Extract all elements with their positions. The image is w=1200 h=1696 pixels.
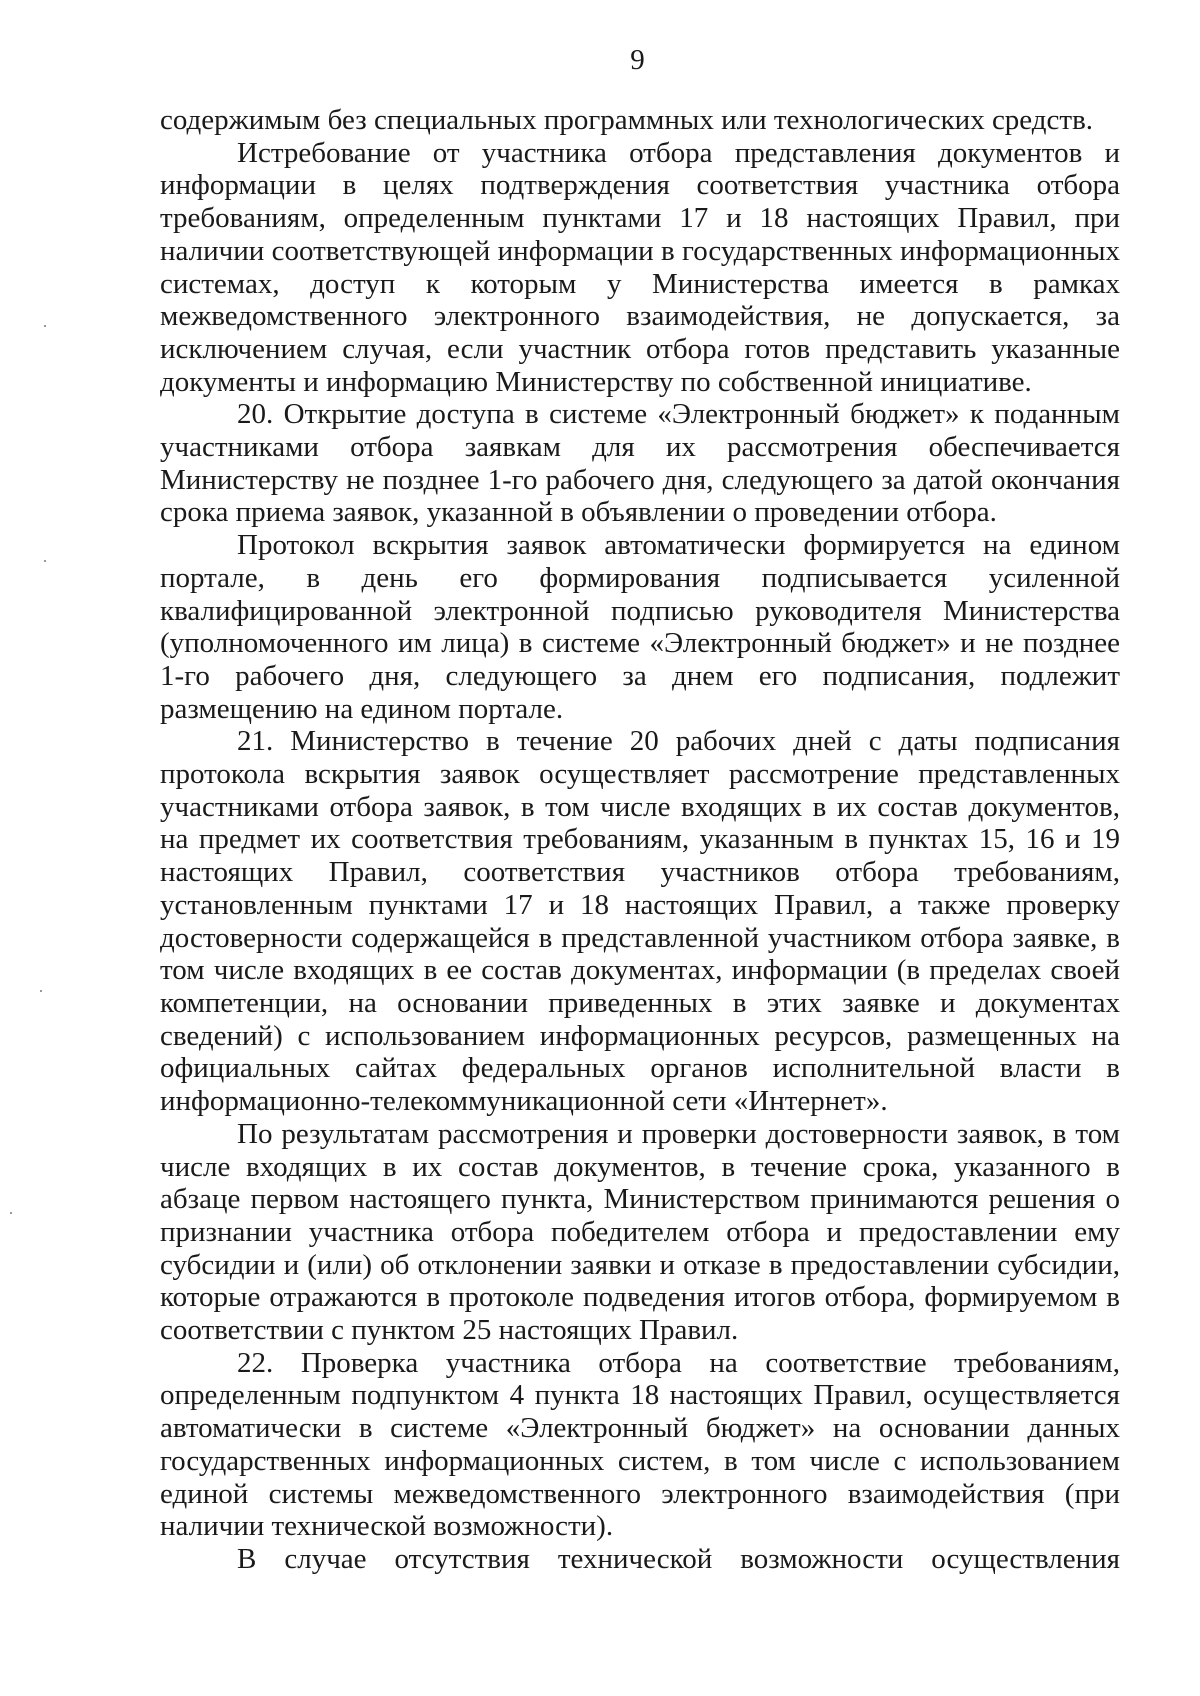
document-body: [160, 104, 1120, 1576]
scan-speck: [10, 1212, 12, 1214]
page-number: 9: [630, 44, 645, 76]
paragraph-opening-protocol: Протокол вскрытия заявок автоматически формируется на едином портале, в день его формирования подписывается усиленной квалифицированной электронной подписью руководителя Министерства (уполномоченного им лица) в системе «Электронный бюджет» и не позднее 1-го рабочего дня, следующего за днем его подписания, подлежит размещению на едином портале.: [160, 529, 1120, 725]
paragraph-continues-next-page: В случае отсутствия технической возможности осуществления: [237, 1542, 1120, 1575]
scan-speck: [44, 325, 46, 327]
paragraph-continuation: содержимым без специальных программных или технологических средств.: [160, 104, 1094, 136]
paragraph-item-22: 22. Проверка участника отбора на соответствие требованиям, определенным подпунктом 4 пункта 18 настоящих Правил, осуществляется автоматически в системе «Электронный бюджет» на основании данных государственных информационных систем, в том числе с использованием единой системы межведомственного электронного взаимодействия (при наличии технической возможности).: [160, 1346, 1120, 1543]
paragraph-review-results: По результатам рассмотрения и проверки достоверности заявок, в том числе входящих в их состав документов, в течение срока, указанного в абзаце первом настоящего пункта, Министерством принимаются решения о признании участника отбора победителем отбора и предоставлении ему субсидии и (или) об отклонении заявки и отказе в предоставлении субсидии, которые отражаются в протоколе подведения итогов отбора, формируемом в соответствии с пунктом 25 настоящих Правил.: [160, 1117, 1120, 1347]
paragraph-item-21: 21. Министерство в течение 20 рабочих дней с даты подписания протокола вскрытия заявок осуществляет рассмотрение представленных участниками отбора заявок, в том числе входящих в их состав документов, на предмет их соответствия требованиям, указанным в пунктах 15, 16 и 19 настоящих Правил, соответствия участников отбора требованиям, установленным пунктами 17 и 18 настоящих Правил, а также проверку достоверности содержащейся в представленной участником отбора заявке, в том числе входящих в ее состав документах, информации (в пределах своей компетенции, на основании приведенных в этих заявке и документах сведений) с использованием информационных ресурсов, размещенных на официальных сайтах федеральных органов исполнительной власти в информационно-телекоммуникационной сети «Интернет».: [160, 725, 1120, 1118]
scan-speck: [44, 560, 46, 562]
scan-speck: [40, 990, 42, 992]
paragraph-requesting-documents: Истребование от участника отбора представления документов и информации в целях подтверждения соответствия участника отбора требованиям, определенным пунктами 17 и 18 настоящих Правил, при наличии соответствующей информации в государственных информационных системах, доступ к которым у Министерства имеется в рамках межведомственного электронного взаимодействия, не допускается, за исключением случая, если участник отбора готов представить указанные документы и информацию Министерству по собственной инициативе.: [160, 136, 1120, 398]
paragraph-item-20: 20. Открытие доступа в системе «Электронный бюджет» к поданным участниками отбора заявкам для их рассмотрения обеспечивается Министерству не позднее 1-го рабочего дня, следующего за датой окончания срока приема заявок, указанной в объявлении о проведении отбора.: [160, 398, 1120, 529]
